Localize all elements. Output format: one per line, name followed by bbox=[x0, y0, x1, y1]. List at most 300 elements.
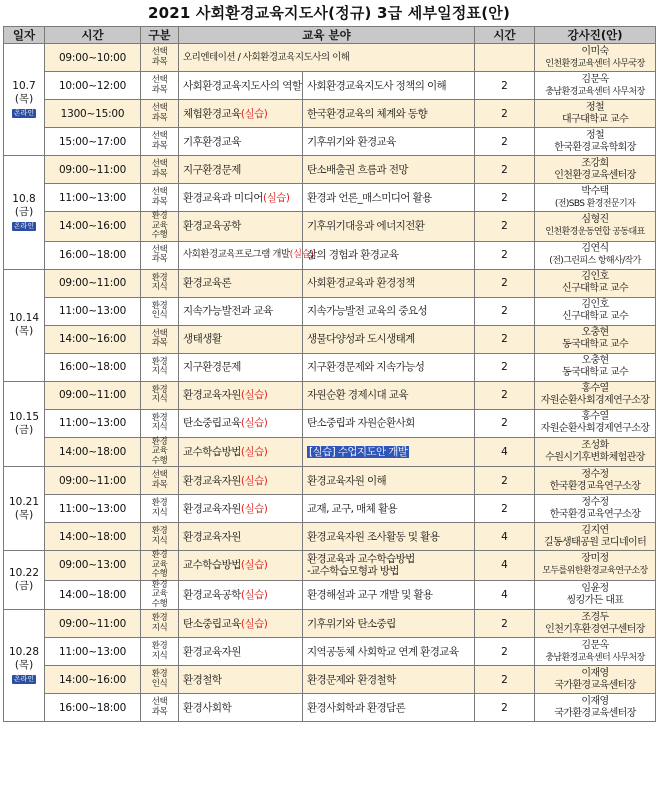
subtopic-text: 지속가능발전 교육의 중요성 bbox=[307, 305, 427, 317]
type-label: 수행 bbox=[151, 569, 168, 579]
instructor-org: 국가환경교육센터장 bbox=[554, 707, 636, 719]
subtopic-text: 탄소배출권 흐름과 전망 bbox=[307, 163, 408, 176]
header-type: 구분 bbox=[141, 27, 179, 44]
type-cell bbox=[141, 100, 179, 128]
hours-cell: 2 bbox=[475, 184, 535, 212]
practice-note: (실습) bbox=[240, 559, 268, 572]
type-cell bbox=[141, 325, 179, 353]
type-cell bbox=[141, 437, 179, 467]
hours-cell: 2 bbox=[475, 467, 535, 495]
type-label: 선택 bbox=[151, 103, 168, 113]
instructor-cell bbox=[535, 269, 656, 297]
instructor-org: (전)그린피스 항해사/작가 bbox=[549, 256, 641, 266]
type-cell bbox=[141, 610, 179, 638]
subtopic-cell bbox=[303, 100, 475, 128]
instructor-cell bbox=[535, 297, 656, 325]
type-cell bbox=[141, 212, 179, 242]
instructor-org: 한국환경교육연구소장 bbox=[549, 508, 641, 520]
hours-cell: 2 bbox=[475, 269, 535, 297]
type-cell bbox=[141, 666, 179, 694]
type-label: 수행 bbox=[151, 230, 168, 240]
subtopic-cell bbox=[303, 610, 475, 638]
type-label: 교육 bbox=[151, 220, 168, 231]
time-cell: 10:00~12:00 bbox=[45, 72, 141, 100]
time-cell: 09:00~11:00 bbox=[45, 156, 141, 184]
subtopic-cell bbox=[303, 666, 475, 694]
type-label: 선택 bbox=[151, 470, 168, 480]
subtopic-text: 환경문제와 환경철학 bbox=[307, 673, 396, 686]
topic-text: 지구환경문제 bbox=[183, 361, 241, 373]
type-label: 과목 bbox=[151, 479, 168, 490]
table-row bbox=[4, 269, 656, 297]
instructor-cell bbox=[535, 353, 656, 381]
type-label: 과목 bbox=[151, 196, 168, 207]
topic-cell bbox=[179, 353, 303, 381]
instructor-cell bbox=[535, 44, 656, 72]
instructor-org: 인천환경교육센터 사무국장 bbox=[545, 58, 645, 69]
date-weekday: (목) bbox=[14, 325, 34, 337]
date-cell bbox=[4, 381, 45, 467]
subtopic-cell bbox=[303, 156, 475, 184]
type-label: 환경 bbox=[151, 436, 168, 447]
time-cell: 14:00~18:00 bbox=[45, 523, 141, 551]
hours-cell: 2 bbox=[475, 694, 535, 722]
topic-cell bbox=[179, 184, 303, 212]
practice-note: (실습) bbox=[289, 249, 314, 260]
type-label: 선택 bbox=[151, 75, 168, 85]
subtopic-text: 환경교육과 교수학습방법 bbox=[307, 553, 415, 566]
topic-cell bbox=[179, 694, 303, 722]
topic-text: 환경교육자원 bbox=[183, 389, 241, 401]
hours-cell: 2 bbox=[475, 297, 535, 325]
type-cell bbox=[141, 467, 179, 495]
subtopic-text: 교재, 교구, 매체 활용 bbox=[307, 502, 398, 515]
instructor-name: 오충현 bbox=[581, 327, 609, 338]
instructor-cell bbox=[535, 156, 656, 184]
type-label: 교육 bbox=[151, 559, 168, 570]
type-label: 과목 bbox=[151, 140, 168, 151]
topic-text: 교수학습방법 bbox=[183, 559, 241, 572]
date-weekday: (금) bbox=[14, 580, 34, 592]
date-value: 10.14 bbox=[8, 312, 40, 324]
subtopic-text: 삶의 경험과 환경교육 bbox=[307, 249, 399, 261]
instructor-org: 국가환경교육센터장 bbox=[554, 679, 636, 691]
topic-cell bbox=[179, 666, 303, 694]
topic-text: 사회환경교육지도사의 역할 bbox=[183, 79, 302, 92]
subtopic-cell bbox=[303, 212, 475, 242]
online-badge: 온라인 bbox=[13, 221, 35, 230]
subtopic-cell bbox=[303, 523, 475, 551]
topic-text: 환경교육자원 bbox=[183, 502, 241, 515]
subtopic-text: 사회환경교육지도사 정책의 이해 bbox=[307, 79, 447, 92]
table-row bbox=[4, 694, 656, 722]
time-cell: 09:00~11:00 bbox=[45, 381, 141, 409]
topic-cell bbox=[179, 523, 303, 551]
type-label: 환경 bbox=[151, 641, 168, 651]
topic-text: 환경교육과 미디어 bbox=[183, 191, 263, 204]
topic-text: 사회환경교육프로그램 개발 bbox=[183, 249, 290, 260]
type-label: 선택 bbox=[151, 47, 168, 57]
instructor-name: 홍수열 bbox=[581, 383, 609, 394]
instructor-org: 충남환경교육센터 사무처장 bbox=[545, 652, 645, 663]
hours-cell: 2 bbox=[475, 353, 535, 381]
time-cell: 09:00~13:00 bbox=[45, 551, 141, 581]
topic-text: 지속가능발전과 교육 bbox=[183, 305, 273, 317]
type-label: 환경 bbox=[151, 356, 168, 367]
type-label: 선택 bbox=[151, 697, 168, 707]
instructor-name: 임윤정 bbox=[581, 582, 609, 594]
subtopic-cell bbox=[303, 409, 475, 437]
instructor-name: 조강희 bbox=[581, 157, 609, 169]
subtopic-cell bbox=[303, 128, 475, 156]
topic-text: 오리엔테이션 / 사회환경교육지도사의 이해 bbox=[183, 51, 350, 63]
type-label: 선택 bbox=[151, 159, 168, 169]
type-cell bbox=[141, 523, 179, 551]
topic-text: 기후환경교육 bbox=[183, 135, 241, 148]
header-time: 시간 bbox=[45, 27, 141, 44]
topic-text: 환경교육론 bbox=[183, 277, 232, 289]
subtopic-cell bbox=[303, 437, 475, 467]
page-title: 2021 사회환경교육지도사(정규) 3급 세부일정표(안) bbox=[147, 4, 511, 22]
instructor-cell bbox=[535, 694, 656, 722]
table-row bbox=[4, 72, 656, 100]
table-row bbox=[4, 297, 656, 325]
date-weekday: (금) bbox=[14, 205, 34, 218]
time-cell: 09:00~11:00 bbox=[45, 610, 141, 638]
subtopic-text: 환경사회학과 환경담론 bbox=[307, 701, 406, 714]
type-label: 지식 bbox=[151, 422, 168, 432]
type-cell bbox=[141, 184, 179, 212]
instructor-org: 모두를위한환경교육연구소장 bbox=[542, 566, 648, 577]
time-cell: 14:00~16:00 bbox=[45, 212, 141, 242]
instructor-org: 인천환경교육센터장 bbox=[554, 169, 636, 181]
practice-note: (실습) bbox=[240, 389, 268, 401]
type-cell bbox=[141, 381, 179, 409]
hours-cell: 2 bbox=[475, 409, 535, 437]
instructor-org: 씽킹가든 대표 bbox=[566, 594, 624, 606]
subtopic-text bbox=[307, 446, 474, 458]
topic-cell bbox=[179, 409, 303, 437]
table-row bbox=[4, 638, 656, 666]
hours-cell: 4 bbox=[475, 580, 535, 610]
highlighted-subtopic: [실습] 수업지도안 개발 bbox=[309, 445, 408, 458]
time-cell: 11:00~13:00 bbox=[45, 297, 141, 325]
subtopic-text: 기후위기와 탄소중립 bbox=[307, 617, 396, 630]
type-label: 지식 bbox=[151, 282, 168, 292]
header-row bbox=[4, 27, 656, 44]
topic-text: 탄소중립교육 bbox=[183, 617, 241, 630]
type-label: 환경 bbox=[151, 669, 168, 679]
subtopic-text: 생물다양성과 도시생태계 bbox=[307, 333, 415, 345]
time-cell: 09:00~11:00 bbox=[45, 269, 141, 297]
type-label: 과목 bbox=[151, 84, 168, 95]
table-row bbox=[4, 580, 656, 610]
subtopic-cell bbox=[303, 72, 475, 100]
instructor-org: 인천기후환경연구센터장 bbox=[545, 623, 645, 635]
instructor-org: 대구대학교 교수 bbox=[562, 113, 629, 125]
type-label: 과목 bbox=[151, 112, 168, 123]
type-label: 환경 bbox=[151, 526, 168, 536]
instructor-cell bbox=[535, 437, 656, 467]
instructor-name: 김인호 bbox=[581, 271, 609, 282]
time-cell: 14:00~16:00 bbox=[45, 325, 141, 353]
header-instructor: 강사진(안) bbox=[535, 27, 656, 44]
practice-note: (실습) bbox=[240, 107, 268, 120]
date-weekday: (목) bbox=[14, 659, 34, 671]
topic-text: 환경교육자원 bbox=[183, 645, 241, 658]
instructor-name: 이미숙 bbox=[581, 45, 609, 57]
topic-text: 교수학습방법 bbox=[183, 445, 241, 458]
hours-cell: 4 bbox=[475, 523, 535, 551]
type-label: 과목 bbox=[151, 706, 168, 717]
subtopic-text: 환경교육자원 이해 bbox=[307, 474, 387, 487]
type-label: 지식 bbox=[151, 394, 168, 404]
instructor-name: 정수정 bbox=[581, 468, 609, 480]
date-cell bbox=[4, 156, 45, 270]
type-label: 환경 bbox=[151, 300, 168, 311]
table-row bbox=[4, 212, 656, 242]
instructor-org: 충남환경교육센터 사무처장 bbox=[545, 86, 645, 97]
date-cell bbox=[4, 269, 45, 381]
instructor-cell bbox=[535, 467, 656, 495]
type-label: 환경 bbox=[151, 211, 168, 221]
subtopic-cell bbox=[303, 297, 475, 325]
instructor-cell bbox=[535, 580, 656, 610]
subtopic-text: 지역공동체 사회학교 연계 환경교육 bbox=[307, 645, 459, 658]
instructor-org: 인천환경운동연합 공동대표 bbox=[545, 227, 645, 238]
type-cell bbox=[141, 297, 179, 325]
topic-cell bbox=[179, 44, 475, 72]
subtopic-cell bbox=[303, 353, 475, 381]
type-label: 선택 bbox=[151, 328, 168, 339]
date-value: 10.21 bbox=[8, 495, 40, 508]
topic-text: 환경교육자원 bbox=[183, 530, 241, 543]
table-row bbox=[4, 467, 656, 495]
instructor-org: 한국환경교육연구소장 bbox=[549, 480, 641, 492]
type-label: 환경 bbox=[151, 272, 168, 283]
hours-cell: 2 bbox=[475, 638, 535, 666]
hours-cell bbox=[475, 44, 535, 72]
hours-cell: 2 bbox=[475, 610, 535, 638]
instructor-name: 김연식 bbox=[581, 243, 609, 254]
type-cell bbox=[141, 156, 179, 184]
type-label: 수행 bbox=[151, 455, 168, 466]
type-label: 지식 bbox=[151, 366, 168, 376]
type-label: 인식 bbox=[151, 310, 168, 320]
type-label: 선택 bbox=[151, 187, 168, 197]
topic-cell bbox=[179, 580, 303, 610]
subtopic-cell bbox=[303, 184, 475, 212]
type-cell bbox=[141, 128, 179, 156]
date-weekday: (목) bbox=[14, 93, 34, 105]
type-cell bbox=[141, 580, 179, 610]
topic-cell bbox=[179, 212, 303, 242]
subtopic-text: 지구환경문제와 지속가능성 bbox=[307, 361, 425, 373]
instructor-org: 길동생태공원 코디네이터 bbox=[543, 536, 647, 548]
subtopic-cell bbox=[303, 325, 475, 353]
date-value: 10.7 bbox=[12, 80, 36, 92]
type-cell bbox=[141, 495, 179, 523]
instructor-cell bbox=[535, 325, 656, 353]
instructor-cell bbox=[535, 184, 656, 212]
subtopic-text: 환경해설과 교구 개발 및 활용 bbox=[307, 588, 433, 601]
practice-note: (실습) bbox=[262, 191, 290, 204]
hours-cell: 2 bbox=[475, 381, 535, 409]
subtopic-cell bbox=[303, 580, 475, 610]
topic-text: 환경교육공학 bbox=[183, 220, 241, 233]
table-row bbox=[4, 184, 656, 212]
practice-note: (실습) bbox=[240, 588, 268, 601]
time-cell: 16:00~18:00 bbox=[45, 241, 141, 269]
type-cell bbox=[141, 409, 179, 437]
table-row bbox=[4, 523, 656, 551]
subtopic-cell bbox=[303, 381, 475, 409]
instructor-cell bbox=[535, 638, 656, 666]
type-label: 교육 bbox=[151, 589, 168, 599]
type-cell bbox=[141, 638, 179, 666]
instructor-org: 동국대학교 교수 bbox=[562, 367, 629, 378]
topic-text: 환경사회학 bbox=[183, 701, 232, 714]
subtopic-cell bbox=[303, 241, 475, 269]
practice-note: (실습) bbox=[240, 474, 268, 487]
time-cell: 09:00~10:00 bbox=[45, 44, 141, 72]
subtopic-text: 환경과 언론_매스미디어 활용 bbox=[307, 191, 432, 204]
instructor-cell bbox=[535, 100, 656, 128]
table-row bbox=[4, 495, 656, 523]
instructor-name: 김문옥 bbox=[581, 73, 609, 85]
type-label: 지식 bbox=[151, 507, 168, 518]
hours-cell: 4 bbox=[475, 551, 535, 581]
instructor-cell bbox=[535, 381, 656, 409]
subtopic-text: 기후위기대응과 에너지전환 bbox=[307, 220, 425, 233]
instructor-cell bbox=[535, 128, 656, 156]
type-label: 환경 bbox=[151, 613, 168, 623]
instructor-cell bbox=[535, 523, 656, 551]
instructor-name: 김지연 bbox=[581, 524, 609, 536]
time-cell: 16:00~18:00 bbox=[45, 353, 141, 381]
date-value: 10.22 bbox=[8, 567, 40, 579]
topic-cell bbox=[179, 241, 314, 269]
practice-note: (실습) bbox=[240, 445, 268, 458]
table-row bbox=[4, 666, 656, 694]
schedule-body bbox=[4, 44, 656, 722]
hours-cell: 2 bbox=[475, 495, 535, 523]
topic-cell bbox=[179, 610, 303, 638]
time-cell: 11:00~13:00 bbox=[45, 495, 141, 523]
type-cell bbox=[141, 353, 179, 381]
subtopic-cell bbox=[303, 551, 475, 581]
instructor-cell bbox=[535, 409, 656, 437]
practice-note: (실습) bbox=[240, 617, 268, 630]
instructor-org: (전)SBS 환경전문기자 bbox=[554, 198, 636, 209]
instructor-name: 조경두 bbox=[581, 611, 609, 623]
time-cell: 11:00~13:00 bbox=[45, 638, 141, 666]
topic-text: 지구환경문제 bbox=[183, 163, 241, 176]
topic-text: 환경교육자원 bbox=[183, 474, 241, 487]
time-cell: 14:00~16:00 bbox=[45, 666, 141, 694]
header-field: 교육 분야 bbox=[179, 27, 475, 44]
table-row bbox=[4, 437, 656, 467]
instructor-name: 정철 bbox=[585, 101, 605, 113]
table-row bbox=[4, 44, 656, 72]
date-cell bbox=[4, 467, 45, 551]
topic-text: 탄소중립교육 bbox=[183, 417, 241, 429]
type-label: 과목 bbox=[151, 168, 168, 179]
subtopic-cell bbox=[303, 269, 475, 297]
instructor-name: 이재영 bbox=[581, 667, 609, 679]
date-value: 10.28 bbox=[8, 646, 40, 658]
hours-cell: 2 bbox=[475, 156, 535, 184]
type-label: 인식 bbox=[151, 678, 168, 689]
type-cell bbox=[141, 72, 179, 100]
header-hours: 시간 bbox=[475, 27, 535, 44]
instructor-cell bbox=[535, 610, 656, 638]
topic-cell bbox=[179, 128, 303, 156]
type-label: 교육 bbox=[151, 446, 168, 456]
hours-cell: 2 bbox=[475, 325, 535, 353]
table-row bbox=[4, 353, 656, 381]
instructor-org: 수원시기후변화체험관장 bbox=[545, 451, 645, 463]
table-row bbox=[4, 325, 656, 353]
instructor-cell bbox=[535, 241, 656, 269]
table-row bbox=[4, 610, 656, 638]
type-label: 지식 bbox=[151, 535, 168, 546]
type-label: 과목 bbox=[151, 254, 168, 264]
instructor-name: 김인호 bbox=[581, 299, 609, 310]
type-label: 선택 bbox=[151, 131, 168, 141]
date-weekday: (금) bbox=[14, 423, 34, 436]
type-label: 환경 bbox=[151, 579, 168, 590]
instructor-name: 박수택 bbox=[581, 185, 609, 197]
instructor-cell bbox=[535, 666, 656, 694]
time-cell: 1300~15:00 bbox=[45, 100, 141, 128]
date-cell bbox=[4, 610, 45, 722]
time-cell: 15:00~17:00 bbox=[45, 128, 141, 156]
subtopic-text: 한국환경교육의 체계와 동향 bbox=[307, 107, 427, 120]
type-cell bbox=[141, 241, 179, 269]
subtopic-cell bbox=[303, 694, 475, 722]
subtopic-text: 탄소중립과 자원순환사회 bbox=[307, 417, 415, 429]
topic-cell bbox=[179, 325, 303, 353]
instructor-name: 정철 bbox=[585, 129, 605, 141]
practice-note: (실습) bbox=[240, 417, 268, 429]
table-row bbox=[4, 241, 656, 269]
table-row bbox=[4, 128, 656, 156]
topic-cell bbox=[179, 437, 303, 467]
type-label: 환경 bbox=[151, 384, 168, 395]
instructor-name: 김문옥 bbox=[581, 639, 609, 651]
type-label: 지식 bbox=[151, 650, 168, 661]
table-row bbox=[4, 409, 656, 437]
instructor-name: 홍수열 bbox=[581, 411, 609, 422]
type-label: 과목 bbox=[151, 56, 168, 67]
table-row bbox=[4, 100, 656, 128]
instructor-name: 조성화 bbox=[581, 439, 609, 451]
header-date: 일자 bbox=[4, 27, 45, 44]
type-label: 환경 bbox=[151, 498, 168, 508]
hours-cell: 2 bbox=[475, 72, 535, 100]
topic-cell bbox=[179, 381, 303, 409]
subtopic-cell bbox=[303, 638, 475, 666]
instructor-cell bbox=[535, 551, 656, 581]
topic-cell bbox=[179, 269, 303, 297]
topic-cell bbox=[179, 638, 303, 666]
time-cell: 11:00~13:00 bbox=[45, 184, 141, 212]
date-weekday: (목) bbox=[14, 508, 34, 521]
instructor-name: 오충현 bbox=[581, 355, 609, 366]
type-label: 과목 bbox=[151, 338, 168, 348]
instructor-name: 이재영 bbox=[581, 695, 609, 707]
